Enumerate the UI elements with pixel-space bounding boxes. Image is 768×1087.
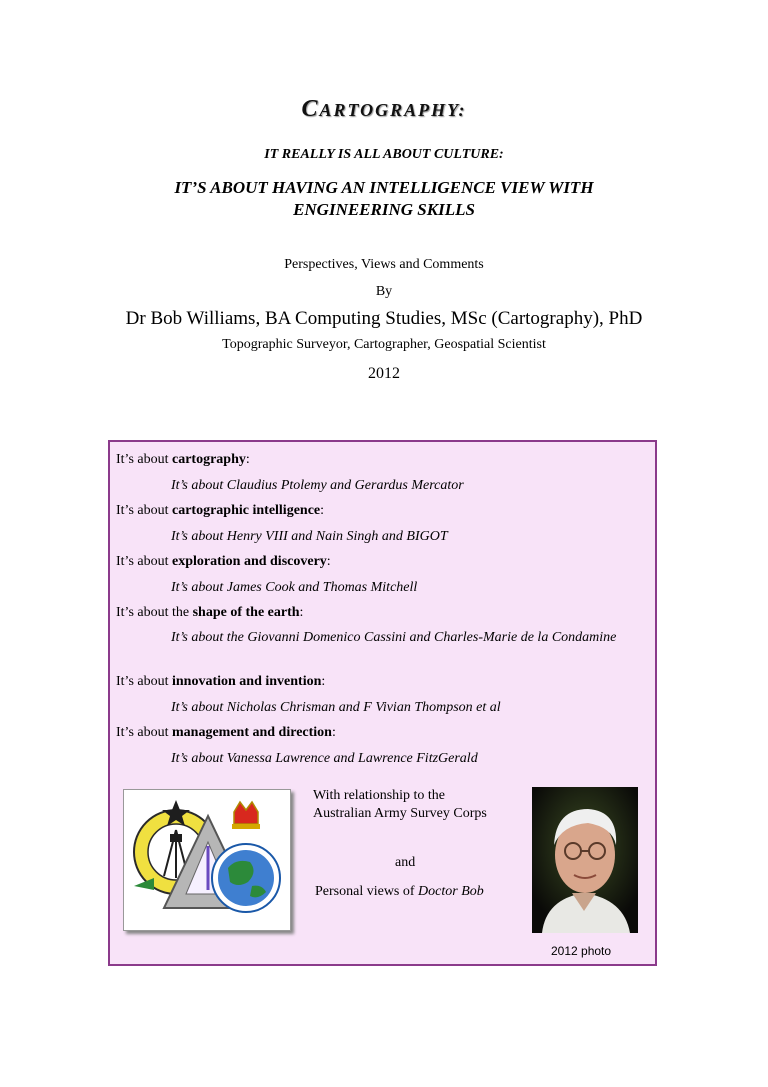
about-item-topic: exploration and discovery xyxy=(172,554,327,569)
portrait-graphic xyxy=(532,787,638,933)
about-item-suffix: : xyxy=(321,674,326,689)
about-item-prefix: It’s about xyxy=(116,725,172,740)
about-item-detail: It’s about the Giovanni Domenico Cassini and Charles-Marie de la Condamine xyxy=(171,630,617,645)
about-item-detail: It’s about Vanessa Lawrence and Lawrence FitzGerald xyxy=(171,751,478,766)
subtitle-line-1: IT REALLY IS ALL ABOUT CULTURE: xyxy=(264,147,504,162)
about-item-suffix: : xyxy=(326,554,331,569)
about-item-prefix: It’s about the xyxy=(116,605,193,620)
about-item-topic: cartographic intelligence xyxy=(172,503,321,518)
about-item xyxy=(116,604,303,622)
subtitle-line-2b: ENGINEERING SKILLS xyxy=(293,200,475,219)
author-portrait-photo xyxy=(532,787,638,933)
about-item-detail: It’s about Henry VIII and Nain Singh and BIGOT xyxy=(171,529,448,544)
about-item-prefix: It’s about xyxy=(116,503,172,518)
about-item-prefix: It’s about xyxy=(116,554,172,569)
about-item-detail: It’s about Nicholas Chrisman and F Vivian Thompson et al xyxy=(171,700,501,715)
about-item xyxy=(116,502,324,520)
about-item-detail: It’s about Claudius Ptolemy and Gerardus Mercator xyxy=(171,478,464,493)
personal-views-prefix: Personal views of xyxy=(315,884,419,899)
subtitle-line-2 xyxy=(0,177,768,221)
about-item-suffix: : xyxy=(299,605,304,620)
subtitle-line-2a: IT’S ABOUT HAVING AN INTELLIGENCE VIEW WITH xyxy=(174,178,594,197)
relationship-text: With relationship to the Australian Army Survey Corps xyxy=(313,788,487,821)
about-item-suffix: : xyxy=(320,503,325,518)
author-line: Dr Bob Williams, BA Computing Studies, MSc (Cartography), PhD xyxy=(125,308,643,329)
title-initial: C xyxy=(301,96,320,122)
about-item-topic: shape of the earth xyxy=(192,605,300,620)
about-item xyxy=(116,451,250,469)
about-item-detail: It’s about James Cook and Thomas Mitchell xyxy=(171,580,418,595)
about-item xyxy=(116,673,325,691)
about-item xyxy=(116,724,336,742)
personal-views-text xyxy=(315,884,484,900)
about-item-topic: cartography xyxy=(172,452,246,467)
about-item-suffix: : xyxy=(331,725,336,740)
perspectives-text: Perspectives, Views and Comments xyxy=(284,257,484,272)
document-title xyxy=(0,96,768,123)
author-roles: Topographic Surveyor, Cartographer, Geospatial Scientist xyxy=(222,337,546,352)
about-item-prefix: It’s about xyxy=(116,452,172,467)
personal-views-name: Doctor Bob xyxy=(418,884,484,899)
about-item-topic: management and direction xyxy=(172,725,332,740)
about-item xyxy=(116,553,331,571)
by-text: By xyxy=(375,284,393,299)
emblem-graphic xyxy=(124,790,290,930)
about-item-prefix: It’s about xyxy=(116,674,172,689)
photo-caption: 2012 photo xyxy=(551,944,612,958)
about-item-topic: innovation and invention xyxy=(172,674,322,689)
survey-corps-emblem-icon xyxy=(123,789,291,931)
publication-year: 2012 xyxy=(368,365,400,382)
title-rest: ARTOGRAPHY: xyxy=(319,100,467,120)
and-text: and xyxy=(395,855,416,870)
about-item-suffix: : xyxy=(245,452,250,467)
